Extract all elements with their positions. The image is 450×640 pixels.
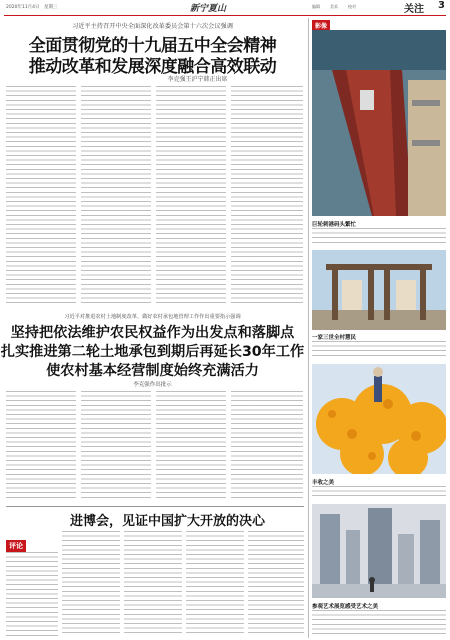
photo4-title: 参观艺术展览感受艺术之美 bbox=[312, 604, 379, 610]
commentary-title: 进博会，见证中国扩大开放的决心 bbox=[69, 514, 265, 529]
photo2-caption bbox=[312, 341, 446, 359]
photo3-title: 丰收之美 bbox=[312, 480, 335, 486]
header-nav-art: 美术 bbox=[330, 4, 338, 9]
page-number: 3 bbox=[438, 0, 445, 11]
photo-harvest bbox=[312, 364, 446, 474]
top-article-col3 bbox=[156, 86, 226, 306]
commentary-col4 bbox=[186, 531, 244, 636]
top-article-col2 bbox=[81, 86, 151, 306]
sidebar-divider bbox=[308, 18, 309, 638]
mid-article-col3 bbox=[156, 391, 226, 501]
mid-kicker: 习近平对推进农村土地制度改革、做好农村承包地管理工作作出重要指示强调 bbox=[64, 314, 241, 320]
top-byline: 李克强王沪宁韩正出席 bbox=[167, 76, 228, 83]
photo4-caption bbox=[312, 610, 446, 634]
commentary-col1 bbox=[6, 552, 58, 636]
photo-village-gate bbox=[312, 250, 446, 330]
mid-article-col2 bbox=[81, 391, 151, 501]
top-title-line2: 推动改革和发展深度融合高效联动 bbox=[28, 57, 277, 77]
header-logo: 新宁夏山 bbox=[190, 4, 227, 14]
top-kicker: 习近平主持召开中央全面深化改革委员会第十六次会议强调 bbox=[72, 23, 233, 30]
top-article-col4 bbox=[231, 86, 303, 306]
mid-title-line3: 使农村基本经营制度始终充满活力 bbox=[46, 363, 259, 379]
commentary-col2 bbox=[62, 531, 120, 636]
header-date: 2020年11月4日 星期三 bbox=[6, 5, 58, 10]
commentary-col3 bbox=[124, 531, 182, 636]
top-title-line1: 全面贯彻党的十九届五中全会精神 bbox=[28, 36, 277, 56]
mid-title-line1: 坚持把依法维护农民权益作为出发点和落脚点 bbox=[10, 325, 295, 341]
page-header bbox=[0, 0, 450, 16]
header-nav-proof: 校对 bbox=[348, 4, 356, 9]
commentary-col5 bbox=[248, 531, 304, 636]
header-nav-editor: 编辑 bbox=[312, 4, 320, 9]
photo-art-exhibition bbox=[312, 504, 446, 598]
mid-title-line2: 扎实推进第二轮土地承包到期后再延长30年工作 bbox=[0, 344, 305, 360]
section-title: 关注 bbox=[404, 4, 424, 15]
mid-article-col4 bbox=[231, 391, 303, 501]
header-rule bbox=[4, 15, 446, 16]
photo1-title: 巨轮刺港码头繁忙 bbox=[312, 222, 357, 228]
commentary-tag: 评论 bbox=[6, 540, 26, 552]
section-divider bbox=[6, 506, 304, 507]
mid-byline: 李克强作出批示 bbox=[133, 382, 172, 388]
photo-tanker-port bbox=[312, 30, 446, 216]
mid-article-col1 bbox=[6, 391, 76, 501]
photo1-caption bbox=[312, 228, 446, 246]
sidebar-tag: 影像 bbox=[312, 20, 330, 31]
photo2-title: 一家三世全村慧民 bbox=[312, 335, 357, 341]
top-article-col1 bbox=[6, 86, 76, 306]
photo3-caption bbox=[312, 486, 446, 500]
